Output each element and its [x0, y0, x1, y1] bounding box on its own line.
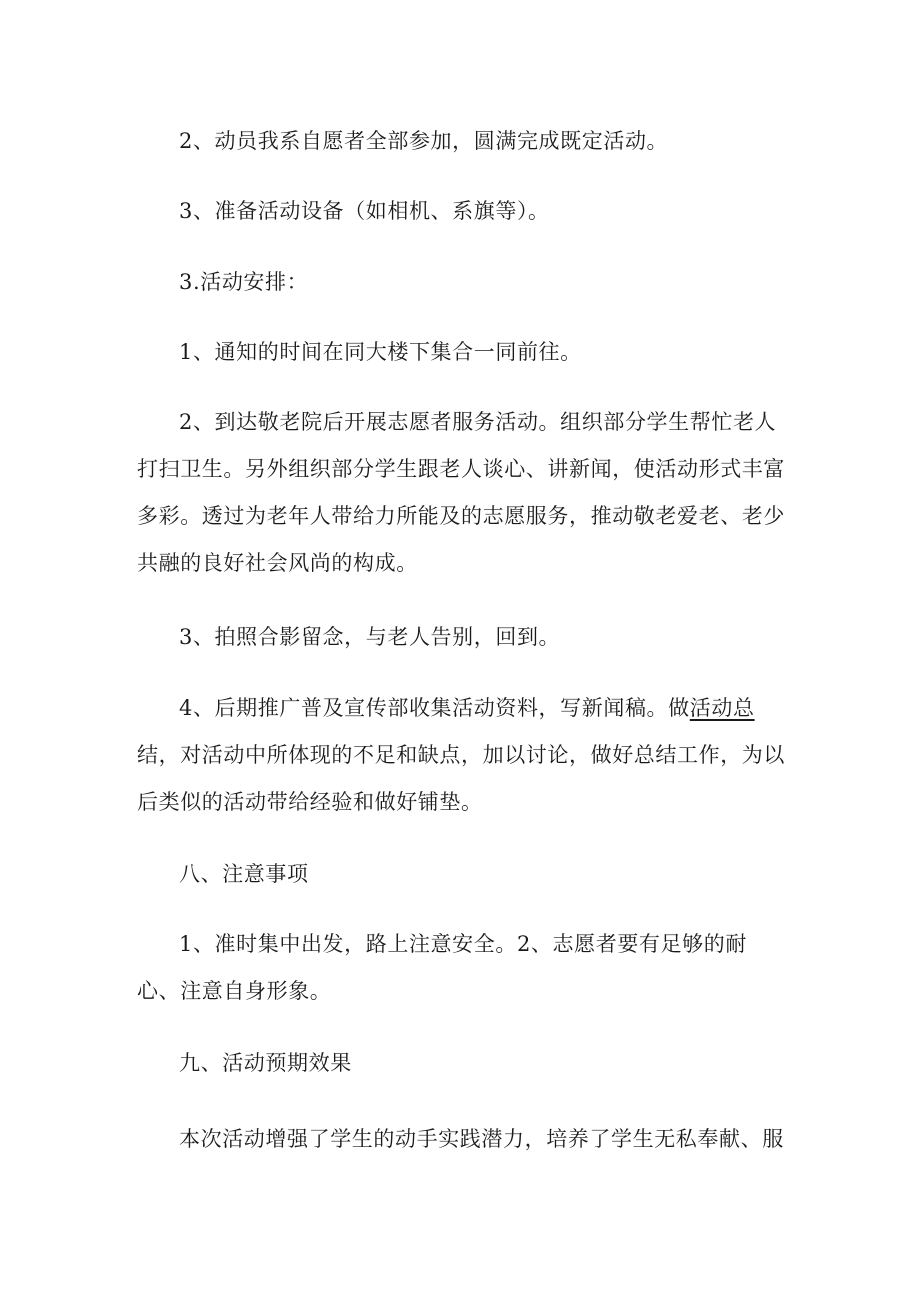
summary-text-after: 结，对活动中所体现的不足和缺点，加以讨论，做好总结工作，为以后类似的活动带给经验和做好铺垫。 — [137, 743, 785, 814]
paragraph-expected-effect: 本次活动增强了学生的动手实践潜力，培养了学生无私奉献、服 — [179, 1127, 784, 1151]
paragraph-precautions-detail: 1、准时集中出发，路上注意安全。2、志愿者要有足够的耐心、注意自身形象。 — [137, 932, 747, 1003]
paragraph-service-activity: 2、到达敬老院后开展志愿者服务活动。组织部分学生帮忙老人打扫卫生。另外组织部分学生跟老人谈心、讲新闻，使活动形式丰富多彩。透过为老年人带给力所能及的志愿服务，推动敬老爱老、老少共融的良好社会风尚的构成。 — [137, 410, 785, 575]
paragraph-prepare-equipment: 3、准备活动设备（如相机、系旗等）。 — [179, 199, 550, 223]
summary-text-before: 4、后期推广普及宣传部收集活动资料，写新闻稿。做 — [179, 696, 690, 720]
paragraph-notice-gathering: 1、通知的时间在同大楼下集合一同前往。 — [179, 340, 582, 364]
paragraph-mobilize-volunteers: 2、动员我系自愿者全部参加，圆满完成既定活动。 — [179, 129, 669, 153]
activity-summary-link[interactable]: 活动总 — [689, 696, 755, 720]
paragraph-photo-farewell: 3、拍照合影留念，与老人告别，回到。 — [179, 625, 561, 649]
heading-precautions: 八、注意事项 — [179, 862, 309, 886]
paragraph-publicity-summary — [137, 685, 787, 826]
heading-expected-effect: 九、活动预期效果 — [179, 1051, 352, 1075]
heading-activity-arrangement: 3.活动安排： — [179, 270, 309, 294]
